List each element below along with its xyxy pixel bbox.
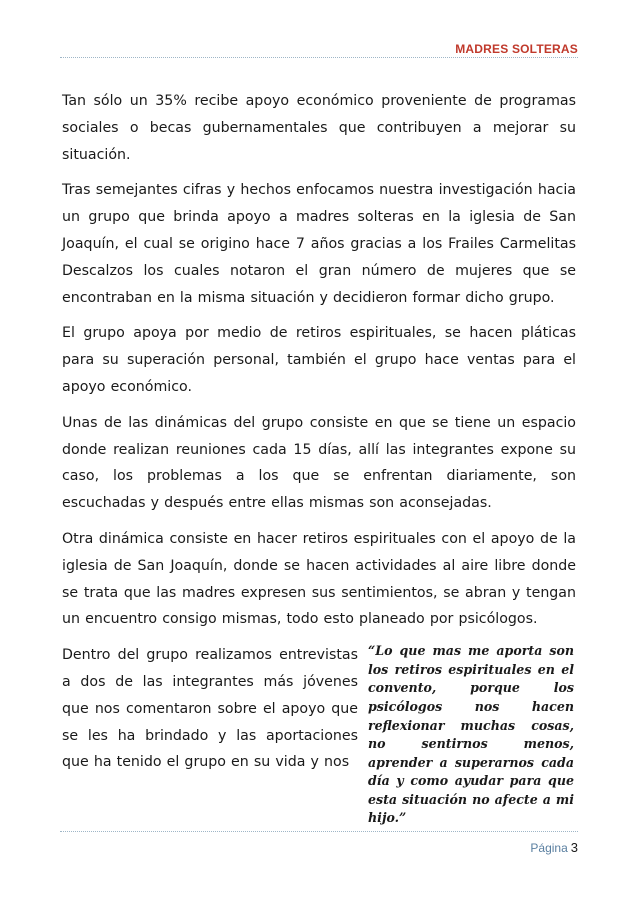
document-body — [62, 88, 576, 826]
page-number-footer — [530, 840, 578, 855]
paragraph-5: Otra dinámica consiste en hacer retiros espirituales con el apoyo de la iglesia de San Joaquín, donde se hacen actividades al aire libre donde se trata que las madres expresen sus sentimientos, se abran y tengan un encuentro consigo mismas, todo esto planeado por psicólogos. — [62, 530, 576, 628]
page-label: Página — [530, 841, 568, 855]
paragraph-2: Tras semejantes cifras y hechos enfocamos nuestra investigación hacia un grupo que brinda apoyo a madres solteras en la iglesia de San Joaquín, el cual se origino hace 7 años gracias a los Frailes Carmelitas Descalzos los cuales notaron el gran número de mujeres que se encontraban en la misma situación y decidieron formar dicho grupo. — [62, 182, 576, 306]
paragraph-3: El grupo apoya por medio de retiros espirituales, se hacen pláticas para su superación personal, también el grupo hace ventas para el apoyo económico. — [62, 325, 576, 395]
interview-quote: “Lo que mas me aporta son los retiros espirituales en el convento, porque los psicólogos nos hacen reflexionar muchas cosas, no sentirnos menos, aprender a superarnos cada día y como ayudar para que esta situación no afecte a mi hijo.” — [368, 643, 574, 826]
paragraph-6: Dentro del grupo realizamos entrevistas a dos de las integrantes más jóvenes que nos comentaron sobre el apoyo que se les ha brindado y las aportaciones que ha tenido el grupo en su vida y nos — [62, 647, 358, 771]
page-number: 3 — [570, 840, 578, 855]
footer-divider — [60, 831, 578, 832]
two-column-section — [62, 642, 576, 826]
header-divider — [60, 57, 578, 58]
header-title: MADRES SOLTERAS — [455, 42, 578, 56]
paragraph-1: Tan sólo un 35% recibe apoyo económico proveniente de programas sociales o becas gubernamentales que contribuyen a mejorar su situación. — [62, 93, 576, 163]
paragraph-4: Unas de las dinámicas del grupo consiste en que se tiene un espacio donde realizan reuniones cada 15 días, allí las integrantes expone su caso, los problemas a los que se enfrentan diariamente, son escuchadas y después entre ellas mismas son aconsejadas. — [62, 414, 576, 512]
